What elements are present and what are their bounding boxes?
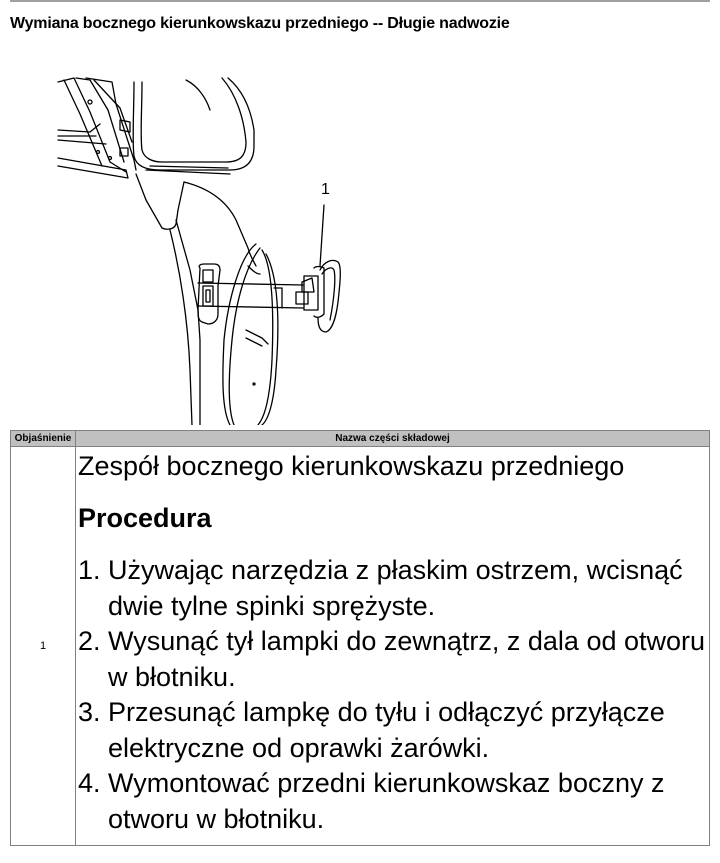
turn-signal-lamp-drawing <box>296 260 340 332</box>
procedure-steps-list <box>78 553 709 837</box>
fender-drawing <box>170 220 278 425</box>
procedure-step: 1. Używając narzędzia z płaskim ostrzem, wcisnąć dwie tylne spinki sprężyste. <box>108 553 709 624</box>
illustration-fender-turn-signal <box>50 70 350 425</box>
column-header-key: Objaśnienie <box>11 431 76 447</box>
mirror-base-drawing <box>136 174 256 266</box>
a-pillar-drawing <box>58 78 136 178</box>
part-name: Zespół bocznego kierunkowskazu przedniego <box>78 451 625 481</box>
table-header-row <box>11 431 710 447</box>
top-rule <box>10 0 710 2</box>
callout-key: 1 <box>11 447 76 846</box>
procedure-step: 2. Wysunąć tył lampki do zewnątrz, z dala od otworu w błotniku. <box>108 624 709 695</box>
procedure-step: 4. Wymontować przedni kierunkowskaz boczny z otworu w błotniku. <box>108 766 709 837</box>
callout-leader-line <box>320 205 324 266</box>
page-title: Wymiana bocznego kierunkowskazu przedniego -- Długie nadwozie <box>10 15 510 32</box>
exploded-view-lines <box>198 283 303 308</box>
mirror-drawing <box>133 78 254 174</box>
column-header-part-name: Nazwa części składowej <box>76 431 710 447</box>
procedure-step: 3. Przesunąć lampkę do tyłu i odłączyć przyłącze elektryczne od oprawki żarówki. <box>108 695 709 766</box>
fender-opening-drawing <box>198 264 220 324</box>
callout-label-1: 1 <box>321 181 330 198</box>
part-description-cell <box>76 447 710 846</box>
parts-table <box>10 430 710 846</box>
table-row <box>11 447 710 846</box>
procedure-heading: Procedura <box>78 503 212 533</box>
